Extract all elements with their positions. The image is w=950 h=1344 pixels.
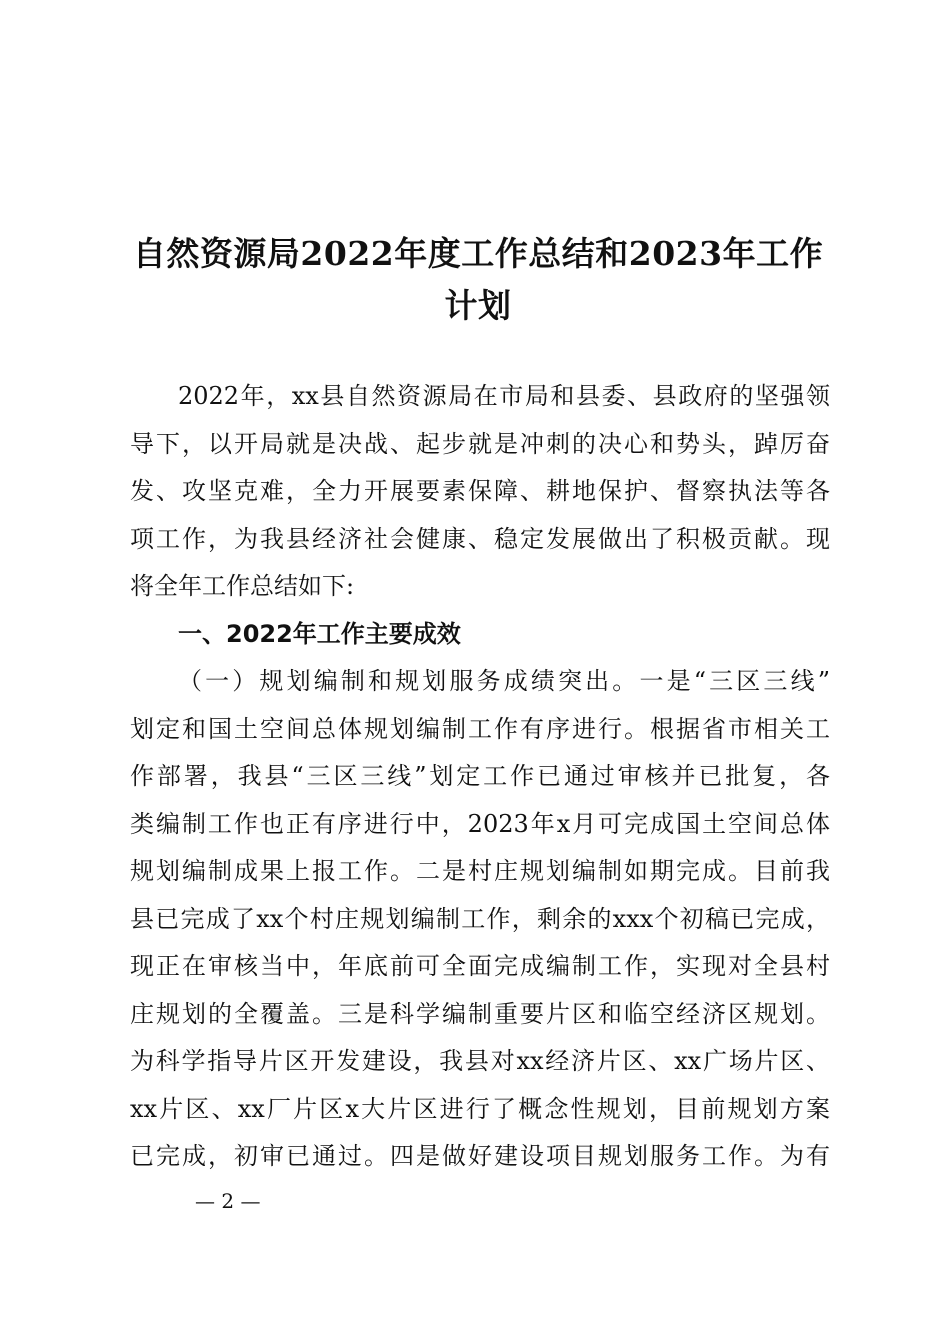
text-line: 现正在审核当中，年底前可全面完成编制工作，实现对全县村: [130, 952, 830, 980]
text-line: 为科学指导片区开发建设，我县对xx经济片区、xx广场片区、: [130, 1047, 830, 1075]
text-line: 作部署，我县“三区三线”划定工作已通过审核并已批复，各: [130, 762, 830, 790]
page-number: — 2 —: [195, 1189, 261, 1213]
document-title: [118, 228, 838, 332]
text-line: 导下，以开局就是决战、起步就是冲刺的决心和势头，踔厉奋: [130, 429, 830, 458]
text-line: （一）规划编制和规划服务成绩突出。一是“三区三线”: [178, 667, 830, 695]
title-line: 自然资源局2022年度工作总结和2023年工作: [132, 234, 824, 273]
text-line: 2022年，xx县自然资源局在市局和县委、县政府的坚强领: [178, 382, 830, 410]
text-line: 项工作，为我县经济社会健康、稳定发展做出了积极贡献。现: [130, 524, 830, 553]
text-line: 县已完成了xx个村庄规划编制工作，剩余的xxx个初稿已完成，: [130, 904, 830, 933]
text-line: 类编制工作也正有序进行中，2023年x月可完成国土空间总体: [130, 809, 830, 838]
section-paragraph: [130, 658, 830, 1181]
title-line: 计划: [444, 286, 512, 325]
text-line: 划定和国土空间总体规划编制工作有序进行。根据省市相关工: [130, 714, 830, 743]
text-line: 将全年工作总结如下:: [130, 572, 355, 600]
text-line: 庄规划的全覆盖。三是科学编制重要片区和临空经济区规划。: [130, 999, 830, 1028]
intro-paragraph: [130, 373, 830, 611]
document-body: [130, 373, 830, 1181]
text-line: 规划编制成果上报工作。二是村庄规划编制如期完成。目前我: [130, 857, 830, 885]
section-heading: 一、2022年工作主要成效: [178, 619, 461, 648]
text-line: xx片区、xx厂片区x大片区进行了概念性规划，目前规划方案: [130, 1094, 830, 1123]
text-line: 发、攻坚克难，全力开展要素保障、耕地保护、督察执法等各: [130, 477, 830, 505]
text-line: 已完成，初审已通过。四是做好建设项目规划服务工作。为有: [130, 1142, 830, 1170]
